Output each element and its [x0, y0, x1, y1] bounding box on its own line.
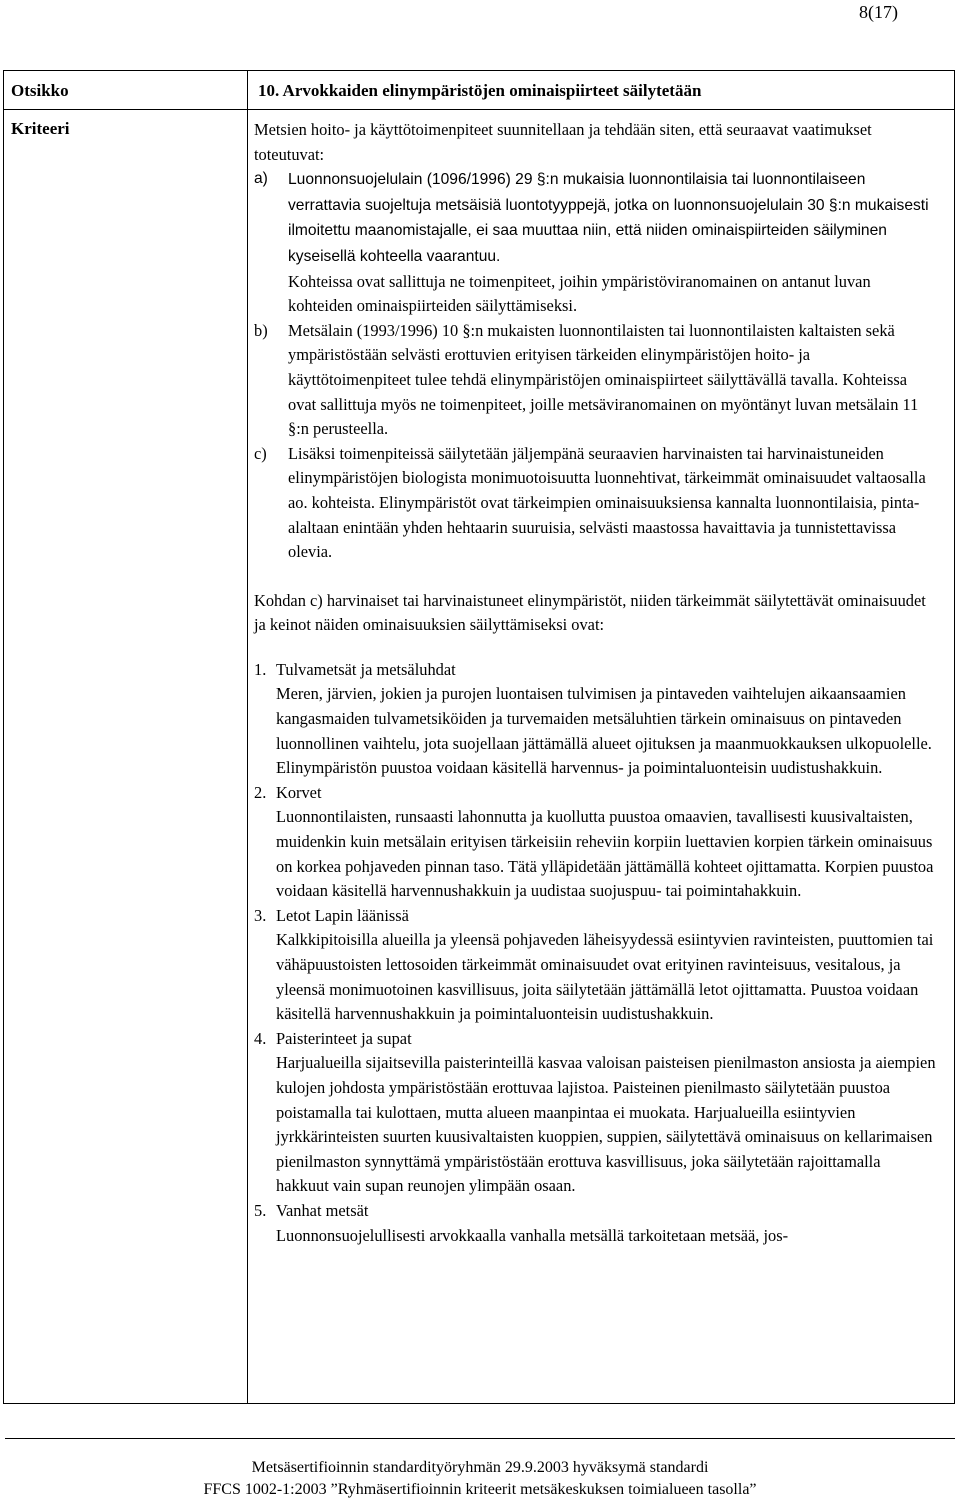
requirement-b-mark: b) [254, 320, 268, 340]
footer-divider [5, 1438, 955, 1439]
list-item [254, 1199, 936, 1248]
kohdan-c-paragraph: Kohdan c) harvinaiset tai harvinaistuneet elinympäristöt, niiden tärkeimmät säilytettävät ominaisuudet ja keinot näiden ominaisuuksien säilyttämiseksi ovat: [254, 590, 926, 635]
footer-line-1: Metsäsertifioinnin standardityöryhmän 29.9.2003 hyväksymä standardi [251, 1459, 709, 1476]
item-body: Meren, järvien, jokien ja purojen luontaisen tulvimisen ja pintaveden vaihtelujen aikaansaamien kangasmaiden tulvametsiköiden ja turvemaiden metsäluhtien tärkein ominaisuus on pintaveden luonnollinen vaihtelu, jota suojellaan jättämällä alueet ojituksen ja maanmuokkauksen ulkopuolelle. Elinympäristön puustoa voidaan käsitellä harvennus- ja poimintaluonteisin uudistushakkuin. [276, 684, 932, 778]
item-body: Luonnonsuojelullisesti arvokkaalla vanhalla metsällä tarkoitetaan metsää, jos- [276, 1225, 789, 1245]
item-body: Kalkkipitoisilla alueilla ja yleensä pohjaveden läheisyydessä esiintyvien ravinteisten, puuttomien tai vähäpuustoisten lettosoiden tärkeimmät ominaisuudet ovat erityinen ravinteisuus, vesitalous, ja yleensä monimuotoinen kasvillisuus, joita säilytetään jättämällä letot ojittamatta. Puustoa voidaan käsitellä harvennushakkuin ja poimintaluonteisin uudistushakkuin. [276, 930, 934, 1024]
list-item [254, 781, 936, 904]
column-divider [247, 71, 248, 1403]
item-title: Vanhat metsät [276, 1200, 369, 1220]
item-title: Tulvametsät ja metsäluhdat [276, 659, 456, 679]
requirement-a-mark: a) [254, 170, 268, 188]
requirement-a-text: Luonnonsuojelulain (1096/1996) 29 §:n mukaisia luonnontilaisia tai luonnontilaiseen verrattavia suojeltuja metsäisiä luontotyyppejä, jotka on luonnonsuojelulain 30 §:n mukaisesti ilmoitettu maanomistajalle, ei saa muuttaa niin, että niiden ominaispiirteiden säilyminen kyseisellä kohteella vaarantuu. [288, 171, 929, 265]
page-number: 8(17) [859, 2, 898, 22]
requirement-b [254, 319, 936, 442]
row-divider [4, 109, 954, 110]
item-body: Harjualueilla sijaitsevilla paisterinteillä kasvaa valoisan paisteisen pienilmaston ansiosta ja aiempien kulojen johdosta ympäristöstään erottuvaa lajistoa. Paisteinen pienilmasto säilytetään puustoa poistamalla tai kulottaen, mutta alueen maanpintaa ei muokata. Harjualueilla esiintyvien jyrkkärinteisten suurten kuusivaltaisten kuoppien, suppien, säilytettävä ominaisuus on kellarimaisen pienilmaston synnyttämä ympäristöstään erottuva kasvillisuus, joka säilytetään rajoittamalla hakkuut vain supan reunojen ylimpään osaan. [276, 1053, 936, 1196]
list-item [254, 904, 936, 1027]
item-title: Paisterinteet ja supat [276, 1028, 412, 1048]
item-number: 4. [254, 1028, 267, 1048]
intro-paragraph: Metsien hoito- ja käyttötoimenpiteet suunnitellaan ja tehdään siten, että seuraavat vaatimukset toteutuvat: [254, 120, 872, 164]
requirement-c [254, 442, 936, 565]
requirement-c-mark: c) [254, 443, 267, 463]
kriteeri-label: Kriteeri [11, 119, 70, 138]
list-item [254, 1027, 936, 1199]
item-number: 2. [254, 782, 267, 802]
item-number: 5. [254, 1200, 267, 1220]
item-number: 1. [254, 659, 267, 679]
item-body: Luonnontilaisten, runsaasti lahonnutta ja kuollutta puustoa omaavien, tavallisesti kuusivaltaisten, muidenkin kuin metsälain erityisen tärkeisiin reheviin korpiin luettavien korpien tärkein ominaisuus on korkea pohjaveden pinnan taso. Tätä ylläpidetään jättämällä kohteet ojittamatta. Korpien puustoa voidaan käsitellä harvennushakkuin ja uudistaa suojuspuu- tai poimintahakkuin. [276, 807, 934, 901]
requirement-b-text: Metsälain (1993/1996) 10 §:n mukaisten luonnontilaisten tai luonnontilaisten kaltaisten sekä ympäristöstään selvästi erottuvien erityisen tärkeiden elinympäristöjen hoito- ja käyttötoimenpiteet tulee tehdä elinympäristöjen ominaispiirteet säilyttävällä tavalla. Kohteissa ovat sallittuja myös ne toimenpiteet, joille metsäviranomainen on myöntänyt luvan metsälain 11 §:n perusteella. [288, 320, 919, 439]
criterion-content [254, 118, 936, 1248]
item-number: 3. [254, 905, 267, 925]
otsikko-label: Otsikko [11, 81, 69, 100]
item-title: Letot Lapin läänissä [276, 905, 409, 925]
requirement-c-text: Lisäksi toimenpiteissä säilytetään jäljempänä seuraavien harvinaisten tai harvinaistuneiden elinympäristöjen biologista monimuotoisuutta luonnehtivat, tärkeimmät ominaisuudet valtaosalla ao. kohteista. Elinympäristöt ovat tärkeimpien ominaisuuksiensa kannalta luonnontilaisia, pinta-alaltaan enintään yhden hehtaarin suuruisia, selvästi maastossa havaittavia ja tunnistettavissa olevia. [288, 443, 926, 562]
list-item [254, 658, 936, 781]
requirement-a-text2: Kohteissa ovat sallittuja ne toimenpiteet, joihin ympäristöviranomainen on antanut luvan kohteiden ominaispiirteiden säilyttämiseksi. [288, 271, 871, 316]
item-title: Korvet [276, 782, 322, 802]
criteria-table [3, 70, 955, 1404]
criterion-heading: 10. Arvokkaiden elinympäristöjen ominaispiirteet säilytetään [258, 81, 702, 100]
footer-line-2: FFCS 1002-1:2003 ”Ryhmäsertifioinnin kriteerit metsäkeskuksen toimialueen tasolla” [203, 1481, 757, 1498]
requirement-a [254, 167, 936, 319]
